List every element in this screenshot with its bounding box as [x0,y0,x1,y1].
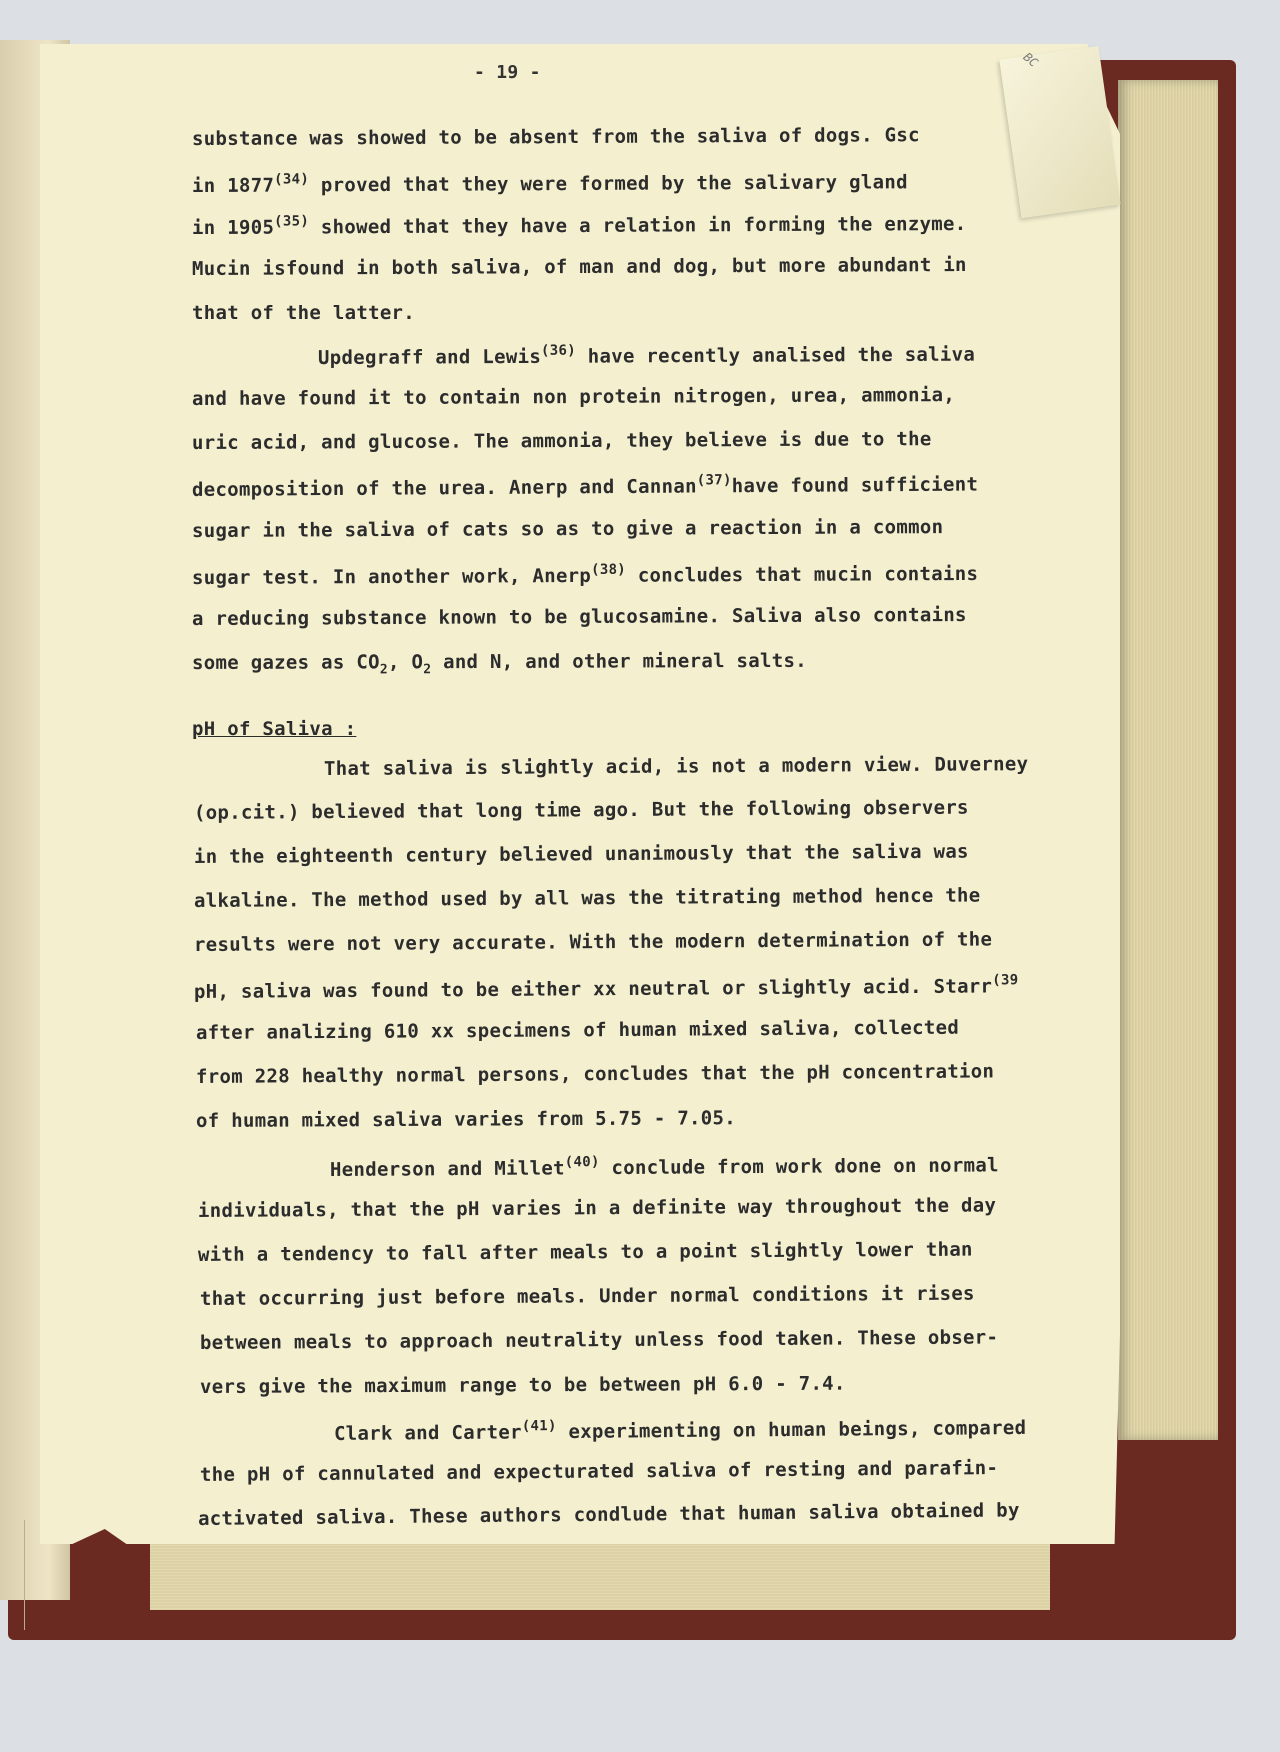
text-line: (op.cit.) believed that long time ago. But the following observers [193,796,969,824]
text-line: Updegraff and Lewis$^{(36)}$ have recently analised the saliva [317,342,976,369]
page-number: - 19 - [474,62,541,83]
text-line: individuals, that the pH varies in a definite way throughout the day [197,1194,997,1222]
citation: (41) [521,1418,557,1435]
text-line: that occurring just before meals. Under normal conditions it rises [199,1282,975,1310]
text-line: in the eighteenth century believed unanimously that the saliva was [193,840,969,868]
citation: (37) [696,472,732,489]
citation: (36) [540,342,576,359]
section-heading: pH of Saliva : [192,718,357,740]
text-line: in 1877$^{(34)}$ proved that they were formed by the salivary gland [191,171,908,197]
text-line: of human mixed saliva varies from 5.75 - 7.05. [195,1107,737,1132]
text-line: uric acid, and glucose. The ammonia, they believe is due to the [191,428,932,454]
text-line: activated saliva. These authors condlude that human saliva obtained by [197,1499,1020,1530]
citation: (38) [591,561,627,578]
citation: (35) [274,213,310,230]
text-line: Henderson and Millet$^{(40)}$ conclude from work done on normal [329,1154,999,1181]
text-line: sugar test. In another work, Anerp$^{(38)}$ concludes that mucin contains [191,561,979,589]
text-line: that of the latter. [192,302,416,324]
text-line: from 228 healthy normal persons, concludes that the pH concentration [195,1060,995,1088]
text-line: Mucin isfound in both saliva, of man and dog, but more abundant in [191,253,967,280]
citation: (40) [564,1154,600,1171]
text-line: pH, saliva was found to be either xx neutral or slightly acid. Starr$^{(39}$ [193,972,1019,1003]
text-line: Clark and Carter$^{(41)}$ experimenting on human beings, compared [333,1416,1027,1445]
text-line: alkaline. The method used by all was the titrating method hence the [193,884,981,912]
text-line: after analizing 610 xx specimens of human mixed saliva, collected [195,1016,960,1044]
citation: (39 [992,972,1019,989]
citation: (34) [274,171,310,188]
text-line: with a tendency to fall after meals to a point slightly lower than [197,1238,973,1266]
text-line: sugar in the saliva of cats so as to give a reaction in a common [191,516,944,542]
text-line: the pH of cannulated and expecturated saliva of resting and parafin- [199,1457,999,1486]
strikeout: xx [430,1020,455,1043]
text-line: vers give the maximum range to be between pH 6.0 - 7.4. [199,1372,846,1398]
text-line: some gazes as $CO_2$, $O_2$ and N, and other mineral salts. [191,649,808,678]
text-line: in 1905$^{(35)}$ showed that they have a relation in forming the enzyme. [191,212,967,239]
text-line: between meals to approach neutrality unless food taken. These obser- [199,1326,999,1354]
text-line: substance was showed to be absent from the saliva of dogs. Gsc [191,124,920,150]
text-line: results were not very accurate. With the modern determination of the [193,928,993,956]
text-line: decomposition of the urea. Anerp and Cannan$^{(37)}$have found sufficient [191,472,979,501]
corner-pencil-mark: BC [1020,49,1041,70]
strikeout: xx [593,978,617,1001]
text-line: and have found it to contain non protein nitrogen, urea, ammonia, [191,384,956,410]
text-line: a reducing substance known to be glucosamine. Saliva also contains [191,603,967,630]
text-line: That saliva is slightly acid, is not a modern view. Duverney [323,753,1029,780]
